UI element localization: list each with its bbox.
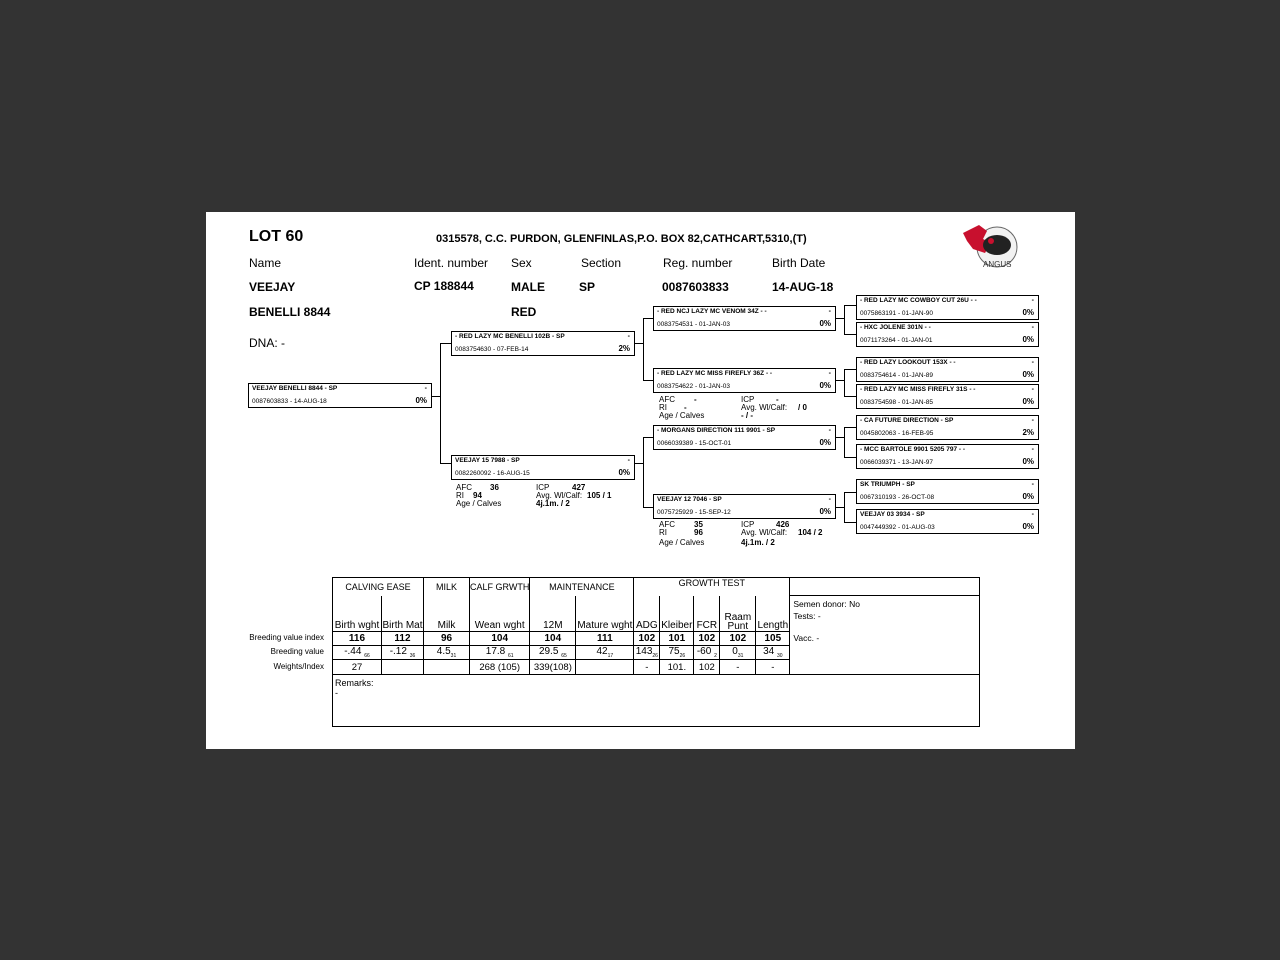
pedigree-dam-dam: VEEJAY 12 7046 - SP - 0075725929 - 15-SEP-12 0% xyxy=(653,494,836,519)
animal-colour: RED xyxy=(511,305,537,319)
trait-milk: Milk xyxy=(424,596,470,632)
pedigree-self: VEEJAY BENELLI 8844 - SP - 0087603833 - 14-AUG-18 0% xyxy=(248,383,432,408)
trait-mature-wght: Mature wght xyxy=(576,596,634,632)
row-label-weights: Weights/Index xyxy=(273,662,324,671)
remarks-box xyxy=(333,675,980,727)
trait-kleiber: Kleiber xyxy=(660,596,694,632)
trait-12m: 12M xyxy=(530,596,576,632)
pedigree-gg-1: - RED LAZY MC COWBOY CUT 26U - - - 0075863191 - 01-JAN-90 0% xyxy=(856,295,1039,320)
breeding-value-table xyxy=(332,577,980,727)
pedigree-dam: VEEJAY 15 7988 - SP - 0082260092 - 16-AUG-15 0% xyxy=(451,455,635,480)
label-birth: Birth Date xyxy=(772,256,826,270)
label-sex: Sex xyxy=(511,256,532,270)
breeder-info: 0315578, C.C. PURDON, GLENFINLAS,P.O. BOX 82,CATHCART,5310,(T) xyxy=(436,233,807,245)
animal-reg: 0087603833 xyxy=(662,280,729,294)
pedigree-gg-4: - RED LAZY MC MISS FIREFLY 31S - - - 0083754598 - 01-JAN-85 0% xyxy=(856,384,1039,409)
pedigree-gg-7: SK TRIUMPH - SP - 0067310193 - 26-OCT-08 0% xyxy=(856,479,1039,504)
label-name: Name xyxy=(249,256,282,270)
pedigree-sire-dam: - RED LAZY MC MISS FIREFLY 36Z - - - 0083754622 - 01-JAN-03 0% xyxy=(653,368,836,393)
semen-donor: Semen donor: No xyxy=(793,599,860,609)
trait-length: Length xyxy=(756,596,790,632)
logo-text: ANGUS xyxy=(983,260,1012,269)
pedigree-gg-6: - MCC BARTOLE 9901 5205 797 - - - 0066039371 - 13-JAN-97 0% xyxy=(856,444,1039,469)
angus-bull-logo xyxy=(961,217,1021,275)
pedigree-dam-sire: - MORGANS DIRECTION 111 9901 - SP - 0066039389 - 15-OCT-01 0% xyxy=(653,425,836,450)
pedigree-gg-5: - CA FUTURE DIRECTION - SP - 0045802063 - 16-FEB-95 2% xyxy=(856,415,1039,440)
dna-status: DNA: - xyxy=(249,336,285,350)
trait-birth-wght: Birth wght xyxy=(333,596,382,632)
trait-adg: ADG xyxy=(634,596,660,632)
animal-sex: MALE xyxy=(511,280,545,294)
label-ident: Ident. number xyxy=(414,256,489,270)
pedigree-gg-2: - HXC JOLENE 301N - - - 0071173264 - 01-JAN-01 0% xyxy=(856,322,1039,347)
index-row: 116 112 96 104 104 111 102 101 102 102 105 xyxy=(333,632,980,646)
pedigree-sire-sire: - RED NCJ LAZY MC VENOM 34Z - - - 0083754531 - 01-JAN-03 0% xyxy=(653,306,836,331)
lot-number: LOT 60 xyxy=(249,228,304,245)
animal-ident: CP 188844 xyxy=(414,279,474,293)
trait-wean-wght: Wean wght xyxy=(470,596,530,632)
pedigree-sheet: LOT 60 0315578, C.C. PURDON, GLENFINLAS,P.O. BOX 82,CATHCART,5310,(T) ANGUS Name Ident. number Sex Section Reg. number Birth Date VEEJAY BENELLI 8844 CP 188844 MALE RED SP 0087603833 14-AUG-18 DNA: - VEEJAY BENELLI 8844 - SP - 0087603833 - 14-AUG-18 0% - RED LAZY MC BENELLI 102B - SP - 0083754630 - 07-FEB-14 2% VEEJAY 15 7988 - SP - 0082260092 - 16-AUG-15 0% AFC 36 ICP 427 RI 94 Avg. Wl/Calf: 105 / 1 Age / Calves 4j.1m. / 2 - RED NCJ LAZY MC VENOM 34Z - - - 0083754531 - 01-JAN-03 0% - RED LAZY MC MISS FIREFLY 36Z - - - 0083754622 - 01-JAN-03 0% AFC - ICP - RI - Avg. Wl/Calf: / 0 Age / Calves - / - - MORGANS DIRECTION 111 9901 - SP - 0066039389 - 15-OCT-01 0% VEEJAY 12 7046 - SP - 0075725929 - 15-SEP-12 0% AFC 35 ICP 426 RI 96 Avg. Wl/Calf: 104 / 2 Age / Calves 4j.1m. / 2 - RED LAZY MC COWBOY CUT 26U - - - 0075863191 - 01-JAN-90 0% - HXC JOLENE 301N - - - 0071173264 - 01-JAN-01 0% - RED LAZY LOOKOUT 153X - - - 0083754614 - 01-JAN-89 0% - RED LAZY MC MISS FIREFLY 31S - - - 0083754598 - 01-JAN-85 0% - CA FUTURE DIRECTION - SP - 0045802063 - 16-FEB-95 2% - MCC BARTOLE 9901 5205 797 - - - 0066039371 - 13-JAN-97 0% SK TRIUMPH - SP - 0067310193 - 26-OCT-08 0% VEEJAY 03 3934 - SP - 0047449392 - 01-AUG-03 0% Breeding value index Breeding value Weights/Index CALVING EASE MILK CALF GRWTH MAINTENANCE GROWTH TEST Birth wght Birth Mat Milk Wean wght 12M Mature wght ADG Kleiber FCR Raam Punt Length Semen donor: No Tests: - Vacc. - 116 112 96 104 104 111 102 101 102 102 105 -.44 $_{66}$ -.12 $_{36}$ $4.5_{31}$ 17.8 $_{61}$ 29.5 $_{65}$ $42_{17}$ $143_{26}$ $75_{26}$ -60 $_2$ $0_{31}$ 34 $_{30}$ 27 268 (105) 339(108) - 101. 102 - - Remarks: - xyxy=(206,212,1075,749)
group-calving-ease: CALVING EASE xyxy=(333,578,424,596)
group-growth-test: GROWTH TEST xyxy=(634,578,790,596)
pedigree-gg-8: VEEJAY 03 3934 - SP - 0047449392 - 01-AUG-03 0% xyxy=(856,509,1039,534)
tests: Tests: - xyxy=(793,611,821,621)
animal-section: SP xyxy=(579,280,596,294)
label-section: Section xyxy=(581,256,622,270)
remarks-label: Remarks: xyxy=(335,678,374,688)
row-label-value: Breeding value xyxy=(270,647,324,656)
trait-birth-mat: Birth Mat xyxy=(382,596,424,632)
group-milk: MILK xyxy=(424,578,470,596)
extra-info xyxy=(790,596,980,675)
row-label-index: Breeding value index xyxy=(249,633,324,642)
vaccinations: Vacc. - xyxy=(793,633,820,643)
animal-name-2: BENELLI 8844 xyxy=(249,305,331,319)
animal-name-1: VEEJAY xyxy=(249,280,296,294)
animal-birth: 14-AUG-18 xyxy=(772,280,834,294)
label-reg: Reg. number xyxy=(663,256,733,270)
trait-raam-punt: Raam Punt xyxy=(720,596,756,632)
pedigree-gg-3: - RED LAZY LOOKOUT 153X - - - 0083754614 - 01-JAN-89 0% xyxy=(856,357,1039,382)
value-row: -.44 $_{66}$ -.12 $_{36}$ $4.5_{31}$ 17.8 $_{61}$ 29.5 $_{65}$ $42_{17}$ $143_{26}$ $75_{26}$ -60 $_2$ $0_{31}$ 34 $_{30}$ xyxy=(333,646,980,660)
trait-fcr: FCR xyxy=(694,596,720,632)
weights-row: 27 268 (105) 339(108) - 101. 102 - - xyxy=(333,660,980,675)
group-maintenance: MAINTENANCE xyxy=(530,578,634,596)
remarks-text: - xyxy=(335,688,338,698)
pedigree-sire: - RED LAZY MC BENELLI 102B - SP - 0083754630 - 07-FEB-14 2% xyxy=(451,331,635,356)
group-calf-growth: CALF GRWTH xyxy=(470,578,530,596)
